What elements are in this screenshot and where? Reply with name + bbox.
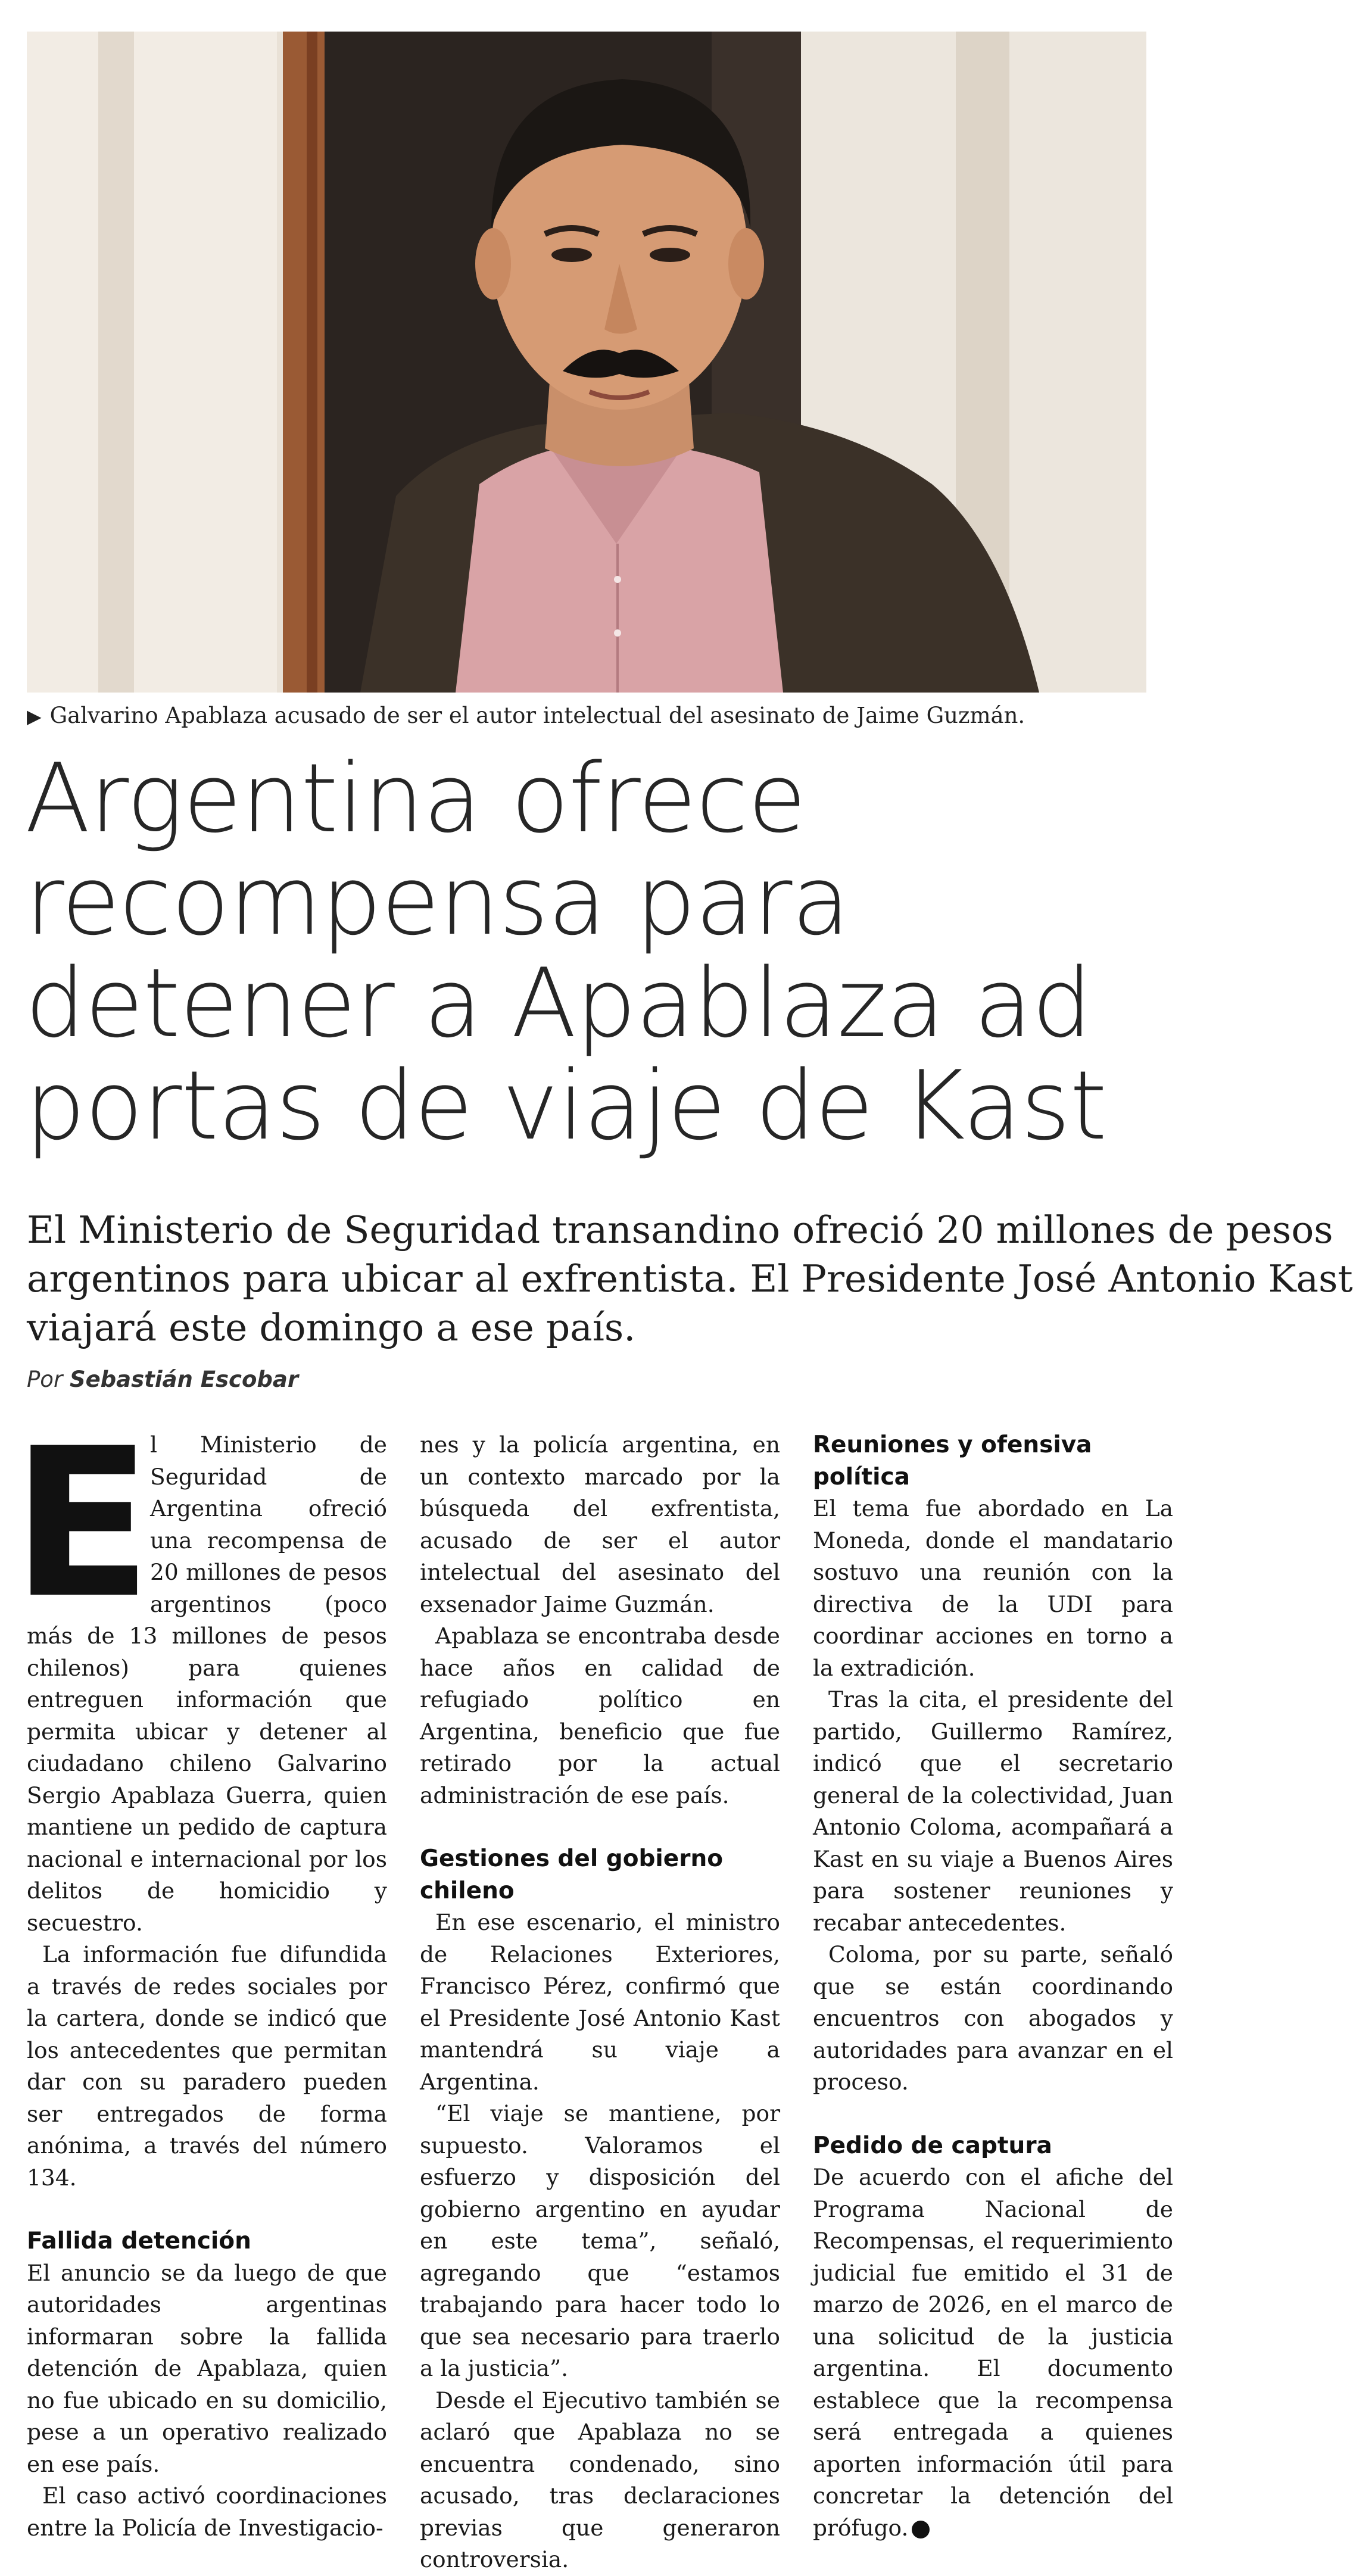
paragraph: “El viaje se mantiene, por supuesto. Valoramos el esfuerzo y disposición del gobierno argentino en ayudar en este tema”, señaló, agregando que “estamos trabajando para hacer todo lo que sea necesario para traerlo a la justicia”. [420, 2100, 780, 2381]
paragraph: El anuncio se da luego de que autoridades argentinas informaran sobre la fallida detención de Apablaza, quien no fue ubicado en su domicilio, pese a un operativo realizado en ese país. [27, 2259, 387, 2477]
article-byline [27, 1367, 298, 1392]
subheading: Reuniones y ofensiva política [813, 1432, 1092, 1490]
article-column-3 [813, 1429, 1173, 2544]
paragraph: l Ministerio de Seguridad de Argentina ofreció una recompensa de 20 millones de pesos argentinos (poco más de 13 millones de pesos chilenos) para quienes entreguen información que permita ubicar y detener al ciudadano chileno Galvarino Sergio Apablaza Guerra, quien mantiene un pedido de captura nacional e internacional por los delitos de homicidio y secuestro. [27, 1432, 387, 1936]
article-photo [27, 32, 1146, 693]
paragraph: Apablaza se encontraba desde hace años en calidad de refugiado político en Argentina, beneficio que fue retirado por la actual administración de ese país. [420, 1623, 780, 1808]
paragraph: En ese escenario, el ministro de Relaciones Exteriores, Francisco Pérez, confirmó que el Presidente José Antonio Kast mantendrá su viaje a Argentina. [420, 1909, 780, 2095]
byline-prefix: Por [27, 1367, 63, 1392]
headline-line: detener a Apablaza ad [25, 947, 1092, 1059]
drop-cap: E [11, 1405, 152, 1643]
portrait-photo-illustration [27, 32, 1146, 693]
subheading: Fallida detención [27, 2228, 251, 2254]
byline-author: Sebastián Escobar [69, 1367, 299, 1392]
subheading: Gestiones del gobierno chileno [420, 1845, 724, 1904]
paragraph: La información fue difundida a través de redes sociales por la cartera, donde se indicó que los antecedentes que permitan dar con su paradero pueden ser entregados de forma anónima, a través del número 134. [27, 1941, 387, 2191]
photo-caption-text: Galvarino Apablaza acusado de ser el autor intelectual del asesinato de Jaime Guzmán. [49, 703, 1025, 728]
end-mark-dot-icon [912, 2521, 930, 2538]
paragraph: nes y la policía argentina, en un contexto marcado por la búsqueda del exfrentista, acusado de ser el autor intelectual del asesinato del exsenador Jaime Guzmán. [420, 1432, 780, 1617]
paragraph-final [813, 2162, 1173, 2544]
headline-line: recompensa para [25, 845, 850, 956]
paragraph: El tema fue abordado en La Moneda, donde el mandatario sostuvo una reunión con la directiva de la UDI para coordinar acciones en torno a la extradición. [813, 1495, 1173, 1681]
headline-line: Argentina ofrece [25, 743, 806, 854]
triangle-right-icon: ▶ [27, 705, 42, 728]
paragraph: Desde el Ejecutivo también se aclaró que Apablaza no se encuentra condenado, sino acusado, tras declaraciones previas que generaron controversia. [420, 2387, 780, 2572]
paragraph: Coloma, por su parte, señaló que se están coordinando encuentros con abogados y autoridades para avanzar en el proceso. [813, 1941, 1173, 2095]
dek-line: argentinos para ubicar al exfrentista. El Presidente José Antonio Kast [27, 1257, 1353, 1301]
article-column-2 [420, 1429, 780, 2576]
photo-caption [27, 703, 1158, 728]
paragraph: El caso activó coordinaciones entre la Policía de Investigacio- [27, 2483, 387, 2541]
headline-line: portas de viaje de Kast [25, 1050, 1107, 1161]
article-column-1 [11, 1405, 387, 2544]
paragraph: Tras la cita, el presidente del partido, Guillermo Ramírez, indicó que el secretario general de la colectividad, Juan Antonio Coloma, acompañará a Kast en su viaje a Buenos Aires para sostener reuniones y recabar antecedentes. [813, 1686, 1173, 1936]
dek-line: viajará este domingo a ese país. [27, 1306, 636, 1349]
subheading: Pedido de captura [813, 2132, 1052, 2159]
article-dek [27, 1206, 1353, 1352]
article-headline [25, 743, 1156, 1161]
dek-line: El Ministerio de Seguridad transandino ofreció 20 millones de pesos [27, 1208, 1333, 1252]
paragraph-final-text: De acuerdo con el afiche del Programa Nacional de Recompensas, el requerimiento judicial fue emitido el 31 de marzo de 2026, en el marco de una solicitud de la justicia argentina. El documento establece que la recompensa será entregada a quienes aporten información útil para concretar la detención del prófugo. [813, 2164, 1173, 2541]
